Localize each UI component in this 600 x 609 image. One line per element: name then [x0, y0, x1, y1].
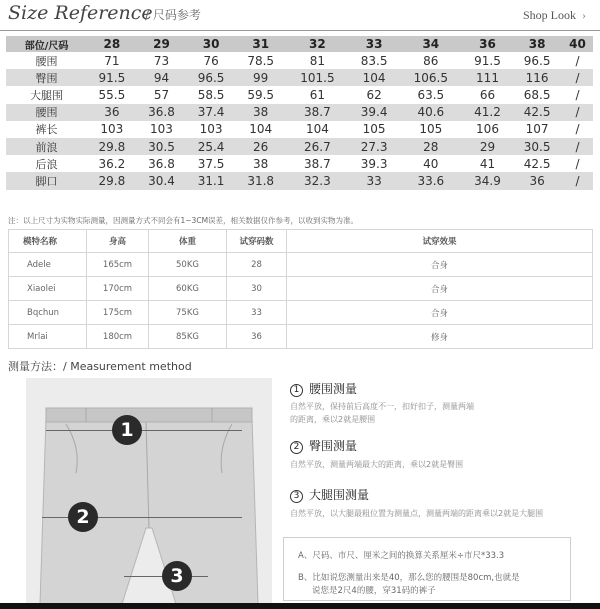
size-cell: 103: [87, 121, 137, 138]
size-cell: 106.5: [399, 69, 463, 86]
fit-cell: 30: [227, 277, 287, 301]
size-cell: 31.8: [236, 172, 286, 189]
fit-cell: 合身: [287, 253, 593, 277]
fit-cell: 合身: [287, 277, 593, 301]
bottom-bar: [0, 603, 600, 609]
fit-cell: Adele: [9, 253, 87, 277]
fit-cell: 75KG: [149, 301, 227, 325]
size-row: [6, 86, 593, 103]
fit-cell: 165cm: [87, 253, 149, 277]
shop-look-link[interactable]: [523, 8, 586, 23]
size-cell: 76: [186, 52, 236, 69]
desc-line: 自然平放，保持前后高度不一，扣好扣子，测量两端: [290, 402, 474, 411]
method-title-text: 大腿围测量: [309, 488, 370, 502]
desc-line: 自然平放，测量两端最大的距离，乘以2就是臀围: [290, 460, 464, 469]
size-cell: 106: [463, 121, 513, 138]
fit-cell: 50KG: [149, 253, 227, 277]
size-cell: 66: [463, 86, 513, 103]
size-cell: 37.5: [186, 155, 236, 172]
page-title: Size Reference: [8, 2, 153, 24]
fit-cell: 180cm: [87, 325, 149, 349]
size-cell: /: [562, 138, 593, 155]
fit-cell: 修身: [287, 325, 593, 349]
size-row: [6, 121, 593, 138]
shop-look-label: Shop Look: [522, 8, 576, 22]
size-cell: 107: [512, 121, 562, 138]
part-cell: 后浪: [6, 155, 87, 172]
size-row: [6, 104, 593, 121]
size-cell: 38.7: [286, 104, 350, 121]
size-cell: 26.7: [286, 138, 350, 155]
pants-photo: [26, 378, 272, 604]
circled-number-icon: 2: [290, 441, 303, 454]
size-cell: 104: [236, 121, 286, 138]
fit-cell: 170cm: [87, 277, 149, 301]
method-2-desc: [290, 458, 463, 471]
size-table-header: [6, 36, 593, 52]
method-title-text: 腰围测量: [309, 382, 358, 396]
header-cell: 36: [463, 36, 513, 52]
size-cell: 42.5: [512, 104, 562, 121]
size-cell: /: [562, 104, 593, 121]
size-cell: /: [562, 52, 593, 69]
part-cell: 大腿围: [6, 86, 87, 103]
size-cell: 29.8: [87, 138, 137, 155]
size-cell: 25.4: [186, 138, 236, 155]
size-cell: 38: [236, 155, 286, 172]
size-cell: 94: [137, 69, 187, 86]
size-cell: 111: [463, 69, 513, 86]
size-cell: 104: [349, 69, 399, 86]
page-subtitle: / 尺码参考: [145, 8, 201, 22]
size-cell: 29.8: [87, 172, 137, 189]
size-cell: /: [562, 69, 593, 86]
conversion-line-b1: B、比如说您测量出来是40，那么您的腰围是80cm,也就是: [298, 573, 520, 583]
fit-row: [9, 253, 593, 277]
part-cell: 前浪: [6, 138, 87, 155]
marker-1: 1: [112, 415, 142, 445]
size-cell: 71: [87, 52, 137, 69]
header-divider: [0, 30, 600, 31]
marker-2: 2: [68, 502, 98, 532]
fit-cell: 85KG: [149, 325, 227, 349]
size-cell: 36.8: [137, 155, 187, 172]
method-title-text: 臀围测量: [309, 439, 358, 453]
fit-row: [9, 301, 593, 325]
header-cell: 模特名称: [9, 230, 87, 253]
size-cell: 27.3: [349, 138, 399, 155]
size-cell: 28: [399, 138, 463, 155]
conversion-line-a: A、尺码、市尺、厘米之间的换算关系厘米÷市尺*33.3: [298, 551, 505, 561]
size-cell: 31.1: [186, 172, 236, 189]
part-cell: 裤长: [6, 121, 87, 138]
fit-cell: 36: [227, 325, 287, 349]
fit-row: [9, 277, 593, 301]
size-row: [6, 52, 593, 69]
fit-cell: 28: [227, 253, 287, 277]
method-1-title: [290, 380, 357, 397]
size-cell: 55.5: [87, 86, 137, 103]
method-3-desc: [290, 507, 543, 520]
header-cell: 31: [236, 36, 286, 52]
size-cell: 73: [137, 52, 187, 69]
size-cell: 26: [236, 138, 286, 155]
size-cell: 91.5: [463, 52, 513, 69]
size-cell: 61: [286, 86, 350, 103]
fit-table: [8, 229, 593, 349]
size-cell: 62: [349, 86, 399, 103]
size-cell: 30.4: [137, 172, 187, 189]
size-cell: 39.3: [349, 155, 399, 172]
header-cell: 32: [286, 36, 350, 52]
size-cell: /: [562, 121, 593, 138]
size-cell: 59.5: [236, 86, 286, 103]
size-cell: 36: [512, 172, 562, 189]
marker-3: 3: [162, 561, 192, 591]
size-cell: 83.5: [349, 52, 399, 69]
chevron-right-icon: ›: [582, 8, 586, 22]
size-cell: 101.5: [286, 69, 350, 86]
size-cell: 58.5: [186, 86, 236, 103]
method-3-title: [290, 486, 369, 503]
size-row: [6, 172, 593, 189]
size-cell: 96.5: [186, 69, 236, 86]
size-cell: 37.4: [186, 104, 236, 121]
size-cell: 34.9: [463, 172, 513, 189]
size-cell: 29: [463, 138, 513, 155]
size-cell: 33.6: [399, 172, 463, 189]
size-cell: 103: [137, 121, 187, 138]
fit-row: [9, 325, 593, 349]
size-cell: 86: [399, 52, 463, 69]
header-cell: 体重: [149, 230, 227, 253]
size-cell: /: [562, 172, 593, 189]
measurement-method-title: 测量方法：/ Measurement method: [8, 360, 192, 373]
fit-cell: 175cm: [87, 301, 149, 325]
method-1-desc: [290, 400, 474, 426]
size-cell: 40.6: [399, 104, 463, 121]
size-cell: /: [562, 155, 593, 172]
conversion-line-b2: 说您是2尺4的腰，穿31码的裤子: [312, 586, 436, 596]
fit-cell: 合身: [287, 301, 593, 325]
fit-cell: Xiaolei: [9, 277, 87, 301]
size-cell: 103: [186, 121, 236, 138]
pants-illustration: [26, 378, 272, 604]
size-cell: 104: [286, 121, 350, 138]
method-2-title: [290, 437, 357, 454]
size-table: [6, 36, 593, 190]
size-cell: 68.5: [512, 86, 562, 103]
size-cell: 42.5: [512, 155, 562, 172]
part-cell: 腰围: [6, 52, 87, 69]
size-row: [6, 138, 593, 155]
desc-line: 自然平放，以大腿最粗位置为测量点，测量两端的距离乘以2就是大腿围: [290, 509, 544, 518]
header-cell: 33: [349, 36, 399, 52]
header-cell: 试穿效果: [287, 230, 593, 253]
header-cell: 28: [87, 36, 137, 52]
size-cell: 96.5: [512, 52, 562, 69]
size-cell: /: [562, 86, 593, 103]
fit-cell: Mrlai: [9, 325, 87, 349]
size-cell: 41: [463, 155, 513, 172]
part-cell: 腰围: [6, 104, 87, 121]
size-row: [6, 155, 593, 172]
size-cell: 81: [286, 52, 350, 69]
size-cell: 99: [236, 69, 286, 86]
size-cell: 33: [349, 172, 399, 189]
part-cell: 臀围: [6, 69, 87, 86]
size-cell: 57: [137, 86, 187, 103]
size-cell: 105: [399, 121, 463, 138]
size-cell: 105: [349, 121, 399, 138]
size-cell: 38.7: [286, 155, 350, 172]
header-cell: 40: [562, 36, 593, 52]
header-cell: 试穿码数: [227, 230, 287, 253]
conversion-info-box: [283, 537, 571, 601]
size-row: [6, 69, 593, 86]
fit-cell: Bqchun: [9, 301, 87, 325]
part-cell: 脚口: [6, 172, 87, 189]
waist-measure-line: [46, 430, 242, 431]
size-cell: 30.5: [137, 138, 187, 155]
circled-number-icon: 3: [290, 490, 303, 503]
header-cell: 身高: [87, 230, 149, 253]
size-cell: 39.4: [349, 104, 399, 121]
fit-cell: 33: [227, 301, 287, 325]
size-cell: 40: [399, 155, 463, 172]
header-cell: 30: [186, 36, 236, 52]
header: [0, 0, 600, 30]
fit-table-header: [9, 230, 593, 253]
desc-line: 的距离，乘以2就是腰围: [290, 415, 376, 424]
size-cell: 116: [512, 69, 562, 86]
size-cell: 41.2: [463, 104, 513, 121]
size-cell: 36: [87, 104, 137, 121]
circled-number-icon: 1: [290, 384, 303, 397]
size-cell: 30.5: [512, 138, 562, 155]
header-cell: 29: [137, 36, 187, 52]
header-cell: 38: [512, 36, 562, 52]
size-cell: 32.3: [286, 172, 350, 189]
size-cell: 36.8: [137, 104, 187, 121]
size-cell: 78.5: [236, 52, 286, 69]
measurement-note: 注：以上尺寸为实物实际测量，因测量方式不同会有1~3CM误差，相关数据仅作参考，以收到实物为准。: [8, 216, 359, 225]
size-cell: 38: [236, 104, 286, 121]
fit-cell: 60KG: [149, 277, 227, 301]
size-cell: 36.2: [87, 155, 137, 172]
size-cell: 63.5: [399, 86, 463, 103]
header-cell: 34: [399, 36, 463, 52]
size-cell: 91.5: [87, 69, 137, 86]
header-cell: 部位/尺码: [6, 36, 87, 52]
